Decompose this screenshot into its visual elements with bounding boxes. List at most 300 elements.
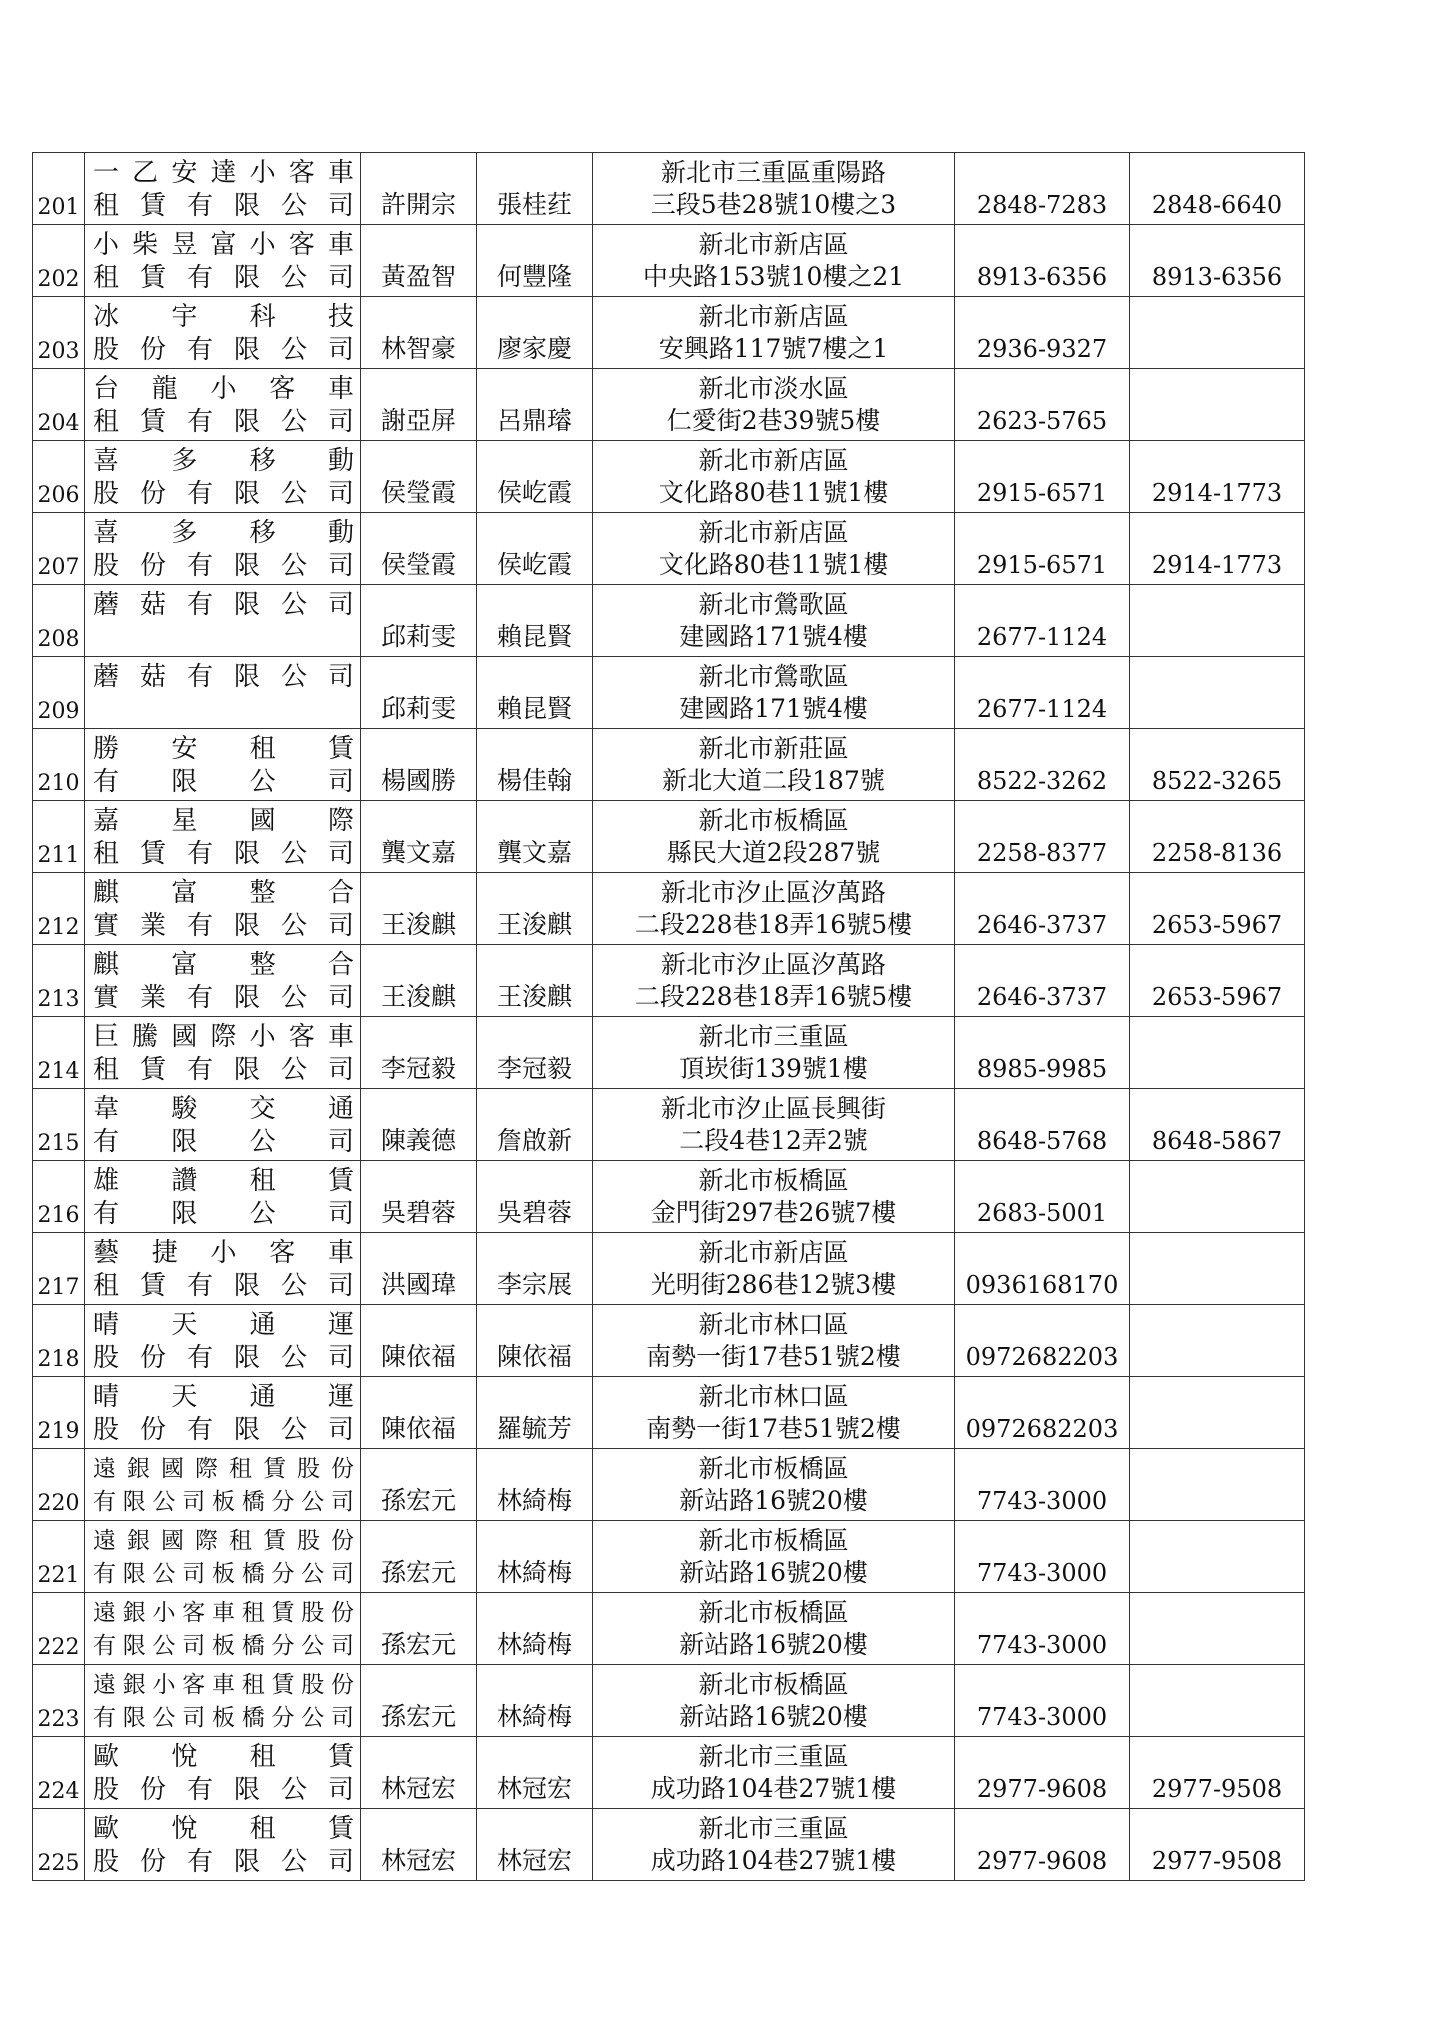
phone-number: 2683-5001 <box>976 1199 1108 1227</box>
table-row <box>33 1017 1305 1089</box>
table-row <box>33 1233 1305 1305</box>
address-cell <box>593 945 955 1017</box>
phone-number: 7743-3000 <box>976 1559 1108 1587</box>
phone-number: 8985-9985 <box>976 1055 1108 1083</box>
address-line1: 新北市林口區 <box>698 1382 849 1411</box>
fax-cell <box>1130 225 1305 297</box>
manager-name: 林綺梅 <box>496 1702 572 1731</box>
row-number: 214 <box>33 1017 85 1089</box>
company-name-line2: 有限公司 <box>93 1127 354 1157</box>
table-row <box>33 729 1305 801</box>
phone-number: 2848-7283 <box>976 191 1108 219</box>
fax-cell <box>1130 801 1305 873</box>
address-cell <box>593 1809 955 1881</box>
row-number: 209 <box>33 657 85 729</box>
row-number: 221 <box>33 1521 85 1593</box>
company-name-cell <box>85 1161 361 1233</box>
address-cell <box>593 153 955 225</box>
representative-name: 洪國瑋 <box>380 1270 456 1299</box>
manager-cell <box>477 1521 593 1593</box>
address-line2: 南勢一街17巷51號2樓 <box>646 1342 901 1371</box>
representative-cell <box>361 1521 477 1593</box>
phone-number: 2258-8377 <box>976 839 1108 867</box>
address-line1: 新北市三重區重陽路 <box>660 158 886 187</box>
company-name-line1: 藝捷小客車 <box>93 1238 354 1268</box>
fax-cell <box>1130 585 1305 657</box>
representative-cell <box>361 873 477 945</box>
manager-cell <box>477 873 593 945</box>
company-name-line1: 勝安租賃 <box>93 734 354 764</box>
phone-number: 2977-9608 <box>976 1847 1108 1875</box>
manager-name: 林綺梅 <box>496 1630 572 1659</box>
manager-cell <box>477 729 593 801</box>
table-row <box>33 441 1305 513</box>
table-row <box>33 1665 1305 1737</box>
representative-name: 孫宏元 <box>380 1702 456 1731</box>
company-name-line1: 蘑菇有限公司 <box>93 662 354 692</box>
fax-cell <box>1130 945 1305 1017</box>
phone-number: 7743-3000 <box>976 1487 1108 1515</box>
company-name-cell <box>85 441 361 513</box>
address-line1: 新北市板橋區 <box>698 1670 849 1699</box>
company-name-line1: 台龍小客車 <box>93 374 354 404</box>
company-name-cell <box>85 225 361 297</box>
company-name-line2: 有限公司板橋分公司 <box>93 1489 354 1515</box>
address-line1: 新北市板橋區 <box>698 806 849 835</box>
company-name-line2: 股份有限公司 <box>93 1775 354 1805</box>
company-name-line2 <box>93 622 354 654</box>
phone-cell <box>955 657 1130 729</box>
company-name-cell <box>85 1449 361 1521</box>
address-line2: 二段228巷18弄16號5樓 <box>634 910 913 939</box>
manager-cell <box>477 153 593 225</box>
phone-number: 2915-6571 <box>976 479 1108 507</box>
phone-cell <box>955 873 1130 945</box>
phone-cell <box>955 1809 1130 1881</box>
representative-name: 李冠毅 <box>380 1054 456 1083</box>
company-name-cell <box>85 945 361 1017</box>
address-line1: 新北市鶯歌區 <box>698 590 849 619</box>
phone-cell <box>955 1017 1130 1089</box>
address-line1: 新北市新店區 <box>698 518 849 547</box>
fax-cell <box>1130 657 1305 729</box>
company-name-line2: 實業有限公司 <box>93 983 354 1013</box>
row-number: 212 <box>33 873 85 945</box>
address-line2: 文化路80巷11號1樓 <box>658 550 889 579</box>
fax-number: 2653-5967 <box>1151 983 1283 1011</box>
address-cell <box>593 369 955 441</box>
company-registry-table <box>32 152 1305 1881</box>
address-line2: 安興路117號7樓之1 <box>658 334 889 363</box>
phone-cell <box>955 1593 1130 1665</box>
company-name-line2: 有限公司 <box>93 767 354 797</box>
address-line1: 新北市新店區 <box>698 302 849 331</box>
row-number: 203 <box>33 297 85 369</box>
company-name-line1: 遠銀小客車租賃股份 <box>93 1600 354 1626</box>
fax-cell <box>1130 729 1305 801</box>
table-row <box>33 1737 1305 1809</box>
manager-cell <box>477 513 593 585</box>
company-name-line2: 股份有限公司 <box>93 551 354 581</box>
phone-cell <box>955 1089 1130 1161</box>
fax-cell <box>1130 1809 1305 1881</box>
address-cell <box>593 1521 955 1593</box>
representative-name: 孫宏元 <box>380 1630 456 1659</box>
company-name-cell <box>85 1665 361 1737</box>
phone-cell <box>955 441 1130 513</box>
address-cell <box>593 1017 955 1089</box>
company-name-cell <box>85 873 361 945</box>
address-line1: 新北市新店區 <box>698 446 849 475</box>
phone-cell <box>955 945 1130 1017</box>
manager-name: 侯屹霞 <box>496 550 572 579</box>
address-line2: 成功路104巷27號1樓 <box>650 1774 897 1803</box>
fax-number: 2914-1773 <box>1151 479 1283 507</box>
address-line2: 新站路16號20樓 <box>679 1630 868 1659</box>
phone-cell <box>955 1377 1130 1449</box>
address-line2: 金門街297巷26號7樓 <box>650 1198 897 1227</box>
representative-cell <box>361 297 477 369</box>
manager-name: 林冠宏 <box>496 1846 572 1875</box>
fax-cell <box>1130 1089 1305 1161</box>
manager-cell <box>477 1665 593 1737</box>
address-cell <box>593 873 955 945</box>
manager-cell <box>477 1449 593 1521</box>
phone-cell <box>955 153 1130 225</box>
address-line1: 新北市新店區 <box>698 230 849 259</box>
table-row <box>33 801 1305 873</box>
manager-cell <box>477 297 593 369</box>
table-row <box>33 1305 1305 1377</box>
representative-name: 龔文嘉 <box>380 838 456 867</box>
row-number: 216 <box>33 1161 85 1233</box>
representative-cell <box>361 1809 477 1881</box>
row-number: 217 <box>33 1233 85 1305</box>
fax-cell <box>1130 1377 1305 1449</box>
company-name-line1: 雄讚租賃 <box>93 1166 354 1196</box>
address-cell <box>593 1449 955 1521</box>
row-number: 218 <box>33 1305 85 1377</box>
table-body <box>33 153 1305 1881</box>
company-name-cell <box>85 585 361 657</box>
manager-cell <box>477 945 593 1017</box>
representative-name: 孫宏元 <box>380 1558 456 1587</box>
representative-cell <box>361 441 477 513</box>
address-line2: 新站路16號20樓 <box>679 1702 868 1731</box>
address-line2: 中央路153號10樓之21 <box>642 262 905 291</box>
address-cell <box>593 585 955 657</box>
phone-number: 8648-5768 <box>976 1127 1108 1155</box>
company-name-line1: 遠銀國際租賃股份 <box>93 1456 354 1482</box>
table-row <box>33 1521 1305 1593</box>
representative-cell <box>361 801 477 873</box>
table-row <box>33 945 1305 1017</box>
company-name-line2: 租賃有限公司 <box>93 191 354 221</box>
address-line2: 南勢一街17巷51號2樓 <box>646 1414 901 1443</box>
row-number: 207 <box>33 513 85 585</box>
representative-name: 侯瑩霞 <box>380 478 456 507</box>
address-line1: 新北市汐止區長興街 <box>660 1094 886 1123</box>
fax-number: 2977-9508 <box>1151 1775 1283 1803</box>
company-name-line1: 蘑菇有限公司 <box>93 590 354 620</box>
fax-number: 2977-9508 <box>1151 1847 1283 1875</box>
manager-name: 羅毓芳 <box>496 1414 572 1443</box>
address-cell <box>593 1089 955 1161</box>
representative-cell <box>361 657 477 729</box>
address-line1: 新北市新店區 <box>698 1238 849 1267</box>
phone-number: 8913-6356 <box>976 263 1108 291</box>
manager-cell <box>477 801 593 873</box>
representative-name: 陳依福 <box>380 1342 456 1371</box>
representative-name: 孫宏元 <box>380 1486 456 1515</box>
manager-name: 詹啟新 <box>496 1126 572 1155</box>
address-line2: 三段5巷28號10樓之3 <box>650 190 897 219</box>
company-name-line1: 嘉星國際 <box>93 806 354 836</box>
fax-number: 8913-6356 <box>1151 263 1283 291</box>
address-line1: 新北市三重區 <box>698 1022 849 1051</box>
fax-cell <box>1130 297 1305 369</box>
row-number: 219 <box>33 1377 85 1449</box>
company-name-line1: 小柴昱富小客車 <box>93 230 354 260</box>
representative-cell <box>361 1089 477 1161</box>
table-row <box>33 513 1305 585</box>
address-cell <box>593 729 955 801</box>
address-line1: 新北市淡水區 <box>698 374 849 403</box>
table-row <box>33 1377 1305 1449</box>
fax-number: 2848-6640 <box>1151 191 1283 219</box>
representative-name: 王浚麒 <box>380 982 456 1011</box>
address-cell <box>593 1305 955 1377</box>
company-name-cell <box>85 1521 361 1593</box>
fax-cell <box>1130 1017 1305 1089</box>
fax-cell <box>1130 153 1305 225</box>
address-line1: 新北市林口區 <box>698 1310 849 1339</box>
phone-cell <box>955 369 1130 441</box>
representative-cell <box>361 513 477 585</box>
company-name-line2: 股份有限公司 <box>93 1415 354 1445</box>
address-line2: 縣民大道2段287號 <box>666 838 881 867</box>
company-name-line2: 租賃有限公司 <box>93 407 354 437</box>
company-name-cell <box>85 657 361 729</box>
row-number: 223 <box>33 1665 85 1737</box>
manager-name: 賴昆賢 <box>496 694 572 723</box>
address-cell <box>593 225 955 297</box>
manager-name: 李宗展 <box>496 1270 572 1299</box>
row-number: 220 <box>33 1449 85 1521</box>
company-name-line1: 喜多移動 <box>93 446 354 476</box>
phone-cell <box>955 1449 1130 1521</box>
company-name-line1: 晴天通運 <box>93 1382 354 1412</box>
company-name-line1: 遠銀國際租賃股份 <box>93 1528 354 1554</box>
company-name-cell <box>85 153 361 225</box>
company-name-cell <box>85 1809 361 1881</box>
company-name-line2: 有限公司板橋分公司 <box>93 1705 354 1731</box>
representative-cell <box>361 1449 477 1521</box>
manager-name: 何豐隆 <box>496 262 572 291</box>
representative-cell <box>361 1161 477 1233</box>
phone-cell <box>955 225 1130 297</box>
company-name-cell <box>85 729 361 801</box>
table-row <box>33 369 1305 441</box>
address-line2: 光明街286巷12號3樓 <box>650 1270 897 1299</box>
company-name-line2: 租賃有限公司 <box>93 1055 354 1085</box>
manager-cell <box>477 225 593 297</box>
table-row <box>33 1809 1305 1881</box>
address-line1: 新北市新莊區 <box>698 734 849 763</box>
company-name-line2: 有限公司 <box>93 1199 354 1229</box>
address-line1: 新北市鶯歌區 <box>698 662 849 691</box>
address-line1: 新北市板橋區 <box>698 1526 849 1555</box>
representative-cell <box>361 153 477 225</box>
address-line2: 成功路104巷27號1樓 <box>650 1846 897 1875</box>
representative-name: 邱莉雯 <box>380 694 456 723</box>
table-row <box>33 1161 1305 1233</box>
phone-number: 2623-5765 <box>976 407 1108 435</box>
representative-name: 林冠宏 <box>380 1774 456 1803</box>
manager-name: 侯屹霞 <box>496 478 572 507</box>
phone-cell <box>955 801 1130 873</box>
row-number: 213 <box>33 945 85 1017</box>
representative-cell <box>361 585 477 657</box>
fax-cell <box>1130 873 1305 945</box>
address-cell <box>593 513 955 585</box>
fax-cell <box>1130 1449 1305 1521</box>
company-name-line1: 麒富整合 <box>93 950 354 980</box>
company-name-cell <box>85 1017 361 1089</box>
phone-number: 2915-6571 <box>976 551 1108 579</box>
fax-cell <box>1130 1593 1305 1665</box>
company-name-line1: 喜多移動 <box>93 518 354 548</box>
company-name-line2: 有限公司板橋分公司 <box>93 1633 354 1659</box>
address-line2: 仁愛街2巷39號5樓 <box>666 406 881 435</box>
company-name-cell <box>85 801 361 873</box>
table-row <box>33 153 1305 225</box>
fax-number: 2914-1773 <box>1151 551 1283 579</box>
table-row <box>33 873 1305 945</box>
phone-cell <box>955 1305 1130 1377</box>
address-cell <box>593 1593 955 1665</box>
phone-number: 0972682203 <box>965 1415 1119 1443</box>
manager-name: 陳依福 <box>496 1342 572 1371</box>
address-line2: 新北大道二段187號 <box>662 766 885 795</box>
manager-name: 林綺梅 <box>496 1486 572 1515</box>
company-name-cell <box>85 369 361 441</box>
manager-name: 賴昆賢 <box>496 622 572 651</box>
phone-number: 7743-3000 <box>976 1703 1108 1731</box>
phone-number: 7743-3000 <box>976 1631 1108 1659</box>
phone-number: 2677-1124 <box>976 695 1108 723</box>
address-line2: 文化路80巷11號1樓 <box>658 478 889 507</box>
phone-number: 2936-9327 <box>976 335 1108 363</box>
row-number: 202 <box>33 225 85 297</box>
phone-cell <box>955 1233 1130 1305</box>
representative-name: 林智豪 <box>380 334 456 363</box>
address-cell <box>593 801 955 873</box>
address-line2: 頂崁街139號1樓 <box>679 1054 868 1083</box>
representative-cell <box>361 1305 477 1377</box>
phone-cell <box>955 585 1130 657</box>
company-name-line1: 一乙安達小客車 <box>93 158 354 188</box>
representative-cell <box>361 729 477 801</box>
representative-name: 陳義德 <box>380 1126 456 1155</box>
representative-cell <box>361 945 477 1017</box>
manager-cell <box>477 441 593 513</box>
company-name-line2: 租賃有限公司 <box>93 839 354 869</box>
phone-cell <box>955 729 1130 801</box>
address-line2: 新站路16號20樓 <box>679 1486 868 1515</box>
phone-number: 2677-1124 <box>976 623 1108 651</box>
manager-name: 張桂荭 <box>496 190 572 219</box>
table-row <box>33 225 1305 297</box>
table-row <box>33 297 1305 369</box>
phone-number: 2977-9608 <box>976 1775 1108 1803</box>
fax-cell <box>1130 1521 1305 1593</box>
address-line1: 新北市三重區 <box>698 1742 849 1771</box>
manager-name: 龔文嘉 <box>496 838 572 867</box>
company-name-line2: 股份有限公司 <box>93 479 354 509</box>
fax-number: 2258-8136 <box>1151 839 1283 867</box>
phone-cell <box>955 1161 1130 1233</box>
representative-name: 吳碧蓉 <box>380 1198 456 1227</box>
manager-cell <box>477 1305 593 1377</box>
representative-name: 陳依福 <box>380 1414 456 1443</box>
company-name-line1: 遠銀小客車租賃股份 <box>93 1672 354 1698</box>
address-cell <box>593 1737 955 1809</box>
representative-name: 邱莉雯 <box>380 622 456 651</box>
address-cell <box>593 1161 955 1233</box>
manager-cell <box>477 657 593 729</box>
company-name-cell <box>85 1377 361 1449</box>
address-line2: 建國路171號4樓 <box>679 694 868 723</box>
fax-cell <box>1130 1161 1305 1233</box>
manager-cell <box>477 1377 593 1449</box>
row-number: 201 <box>33 153 85 225</box>
row-number: 224 <box>33 1737 85 1809</box>
fax-cell <box>1130 441 1305 513</box>
representative-name: 侯瑩霞 <box>380 550 456 579</box>
fax-cell <box>1130 1305 1305 1377</box>
manager-name: 林綺梅 <box>496 1558 572 1587</box>
company-name-line1: 晴天通運 <box>93 1310 354 1340</box>
representative-cell <box>361 1377 477 1449</box>
address-line1: 新北市三重區 <box>698 1814 849 1843</box>
manager-name: 呂鼎璿 <box>496 406 572 435</box>
manager-cell <box>477 1017 593 1089</box>
fax-cell <box>1130 1737 1305 1809</box>
table-row <box>33 1449 1305 1521</box>
company-name-line2: 股份有限公司 <box>93 1847 354 1877</box>
representative-name: 謝亞屏 <box>380 406 456 435</box>
representative-cell <box>361 225 477 297</box>
company-name-cell <box>85 297 361 369</box>
manager-cell <box>477 1161 593 1233</box>
company-name-line2: 租賃有限公司 <box>93 1271 354 1301</box>
phone-cell <box>955 513 1130 585</box>
fax-cell <box>1130 1233 1305 1305</box>
address-line2: 建國路171號4樓 <box>679 622 868 651</box>
company-name-cell <box>85 1593 361 1665</box>
address-line2: 二段4巷12弄2號 <box>679 1126 868 1155</box>
company-name-line2: 股份有限公司 <box>93 335 354 365</box>
row-number: 204 <box>33 369 85 441</box>
phone-number: 0936168170 <box>965 1271 1119 1299</box>
row-number: 210 <box>33 729 85 801</box>
address-cell <box>593 441 955 513</box>
representative-cell <box>361 1665 477 1737</box>
phone-cell <box>955 1521 1130 1593</box>
representative-name: 楊國勝 <box>380 766 456 795</box>
address-line1: 新北市汐止區汐萬路 <box>660 878 886 907</box>
